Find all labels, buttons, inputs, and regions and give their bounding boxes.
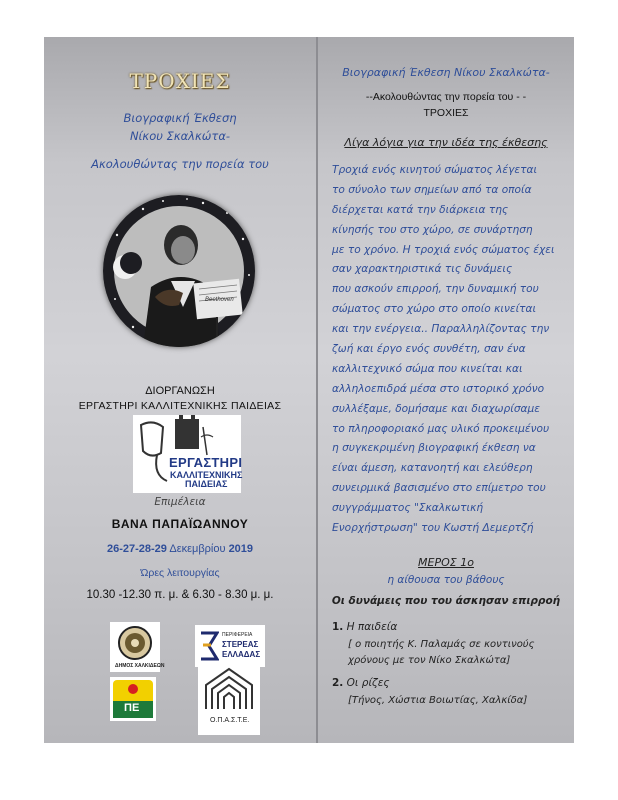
sponsor-region-text-3: ΕΛΛΑΔΑΣ bbox=[222, 650, 261, 659]
sponsor-region-text-1: ΠΕΡΙΦΕΡΕΙΑ bbox=[222, 632, 253, 638]
organizer-logo bbox=[133, 415, 241, 493]
influences-heading: Οι δυνάμεις που του άσκησαν επιρροή bbox=[331, 595, 561, 607]
description-line: Τροχιά ενός κινητού σώματος λέγεται bbox=[332, 164, 538, 176]
description-line: διέρχεται κατά την διάρκεια της bbox=[332, 203, 509, 216]
sponsor-pe-logo bbox=[110, 677, 156, 721]
dates-days: 26-27-28-29 bbox=[106, 543, 167, 555]
organizer-label: ΔΙΟΡΓΑΝΩΣΗ bbox=[145, 385, 215, 397]
description-line: που ασκούν επιρροή, την δυναμική του bbox=[332, 283, 539, 296]
logo-text-line-1: ΕΡΓΑΣΤΗΡΙ bbox=[169, 455, 243, 470]
description-line: συγγράμματος "Σκαλκωτική bbox=[332, 502, 484, 515]
sponsor-region-text-2: ΣΤΕΡΕΑΣ bbox=[222, 640, 259, 649]
description-line: κίνησής του στο χώρο, σε συνάρτηση bbox=[332, 223, 533, 236]
pe-mark-icon bbox=[110, 677, 156, 721]
part-subtitle: η αίθουσα του βάθους bbox=[387, 574, 505, 586]
description-line: αλληλοεπιδρά μέσα στο ιστορικό χρόνο bbox=[332, 382, 545, 395]
stand-caption: Beethoven bbox=[205, 297, 234, 303]
part-title: ΜΕΡΟΣ 1ο bbox=[418, 556, 474, 569]
right-header-3: ΤΡΟΧΙΕΣ bbox=[423, 107, 469, 119]
sponsor-municipality-logo bbox=[110, 622, 165, 672]
description-line: η συγκεκριμένη βιογραφική έκθεση να bbox=[332, 442, 536, 455]
opening-hours-label: Ώρες λειτουργίας bbox=[140, 567, 220, 579]
description-line: το πληροφοριακό μας υλικό προκειμένου bbox=[332, 422, 550, 435]
right-header-1: Βιογραφική Έκθεση Νίκου Σκαλκώτα- bbox=[342, 66, 550, 79]
house-lines-icon bbox=[198, 665, 260, 715]
region-mark-icon bbox=[199, 631, 219, 661]
list-item-detail: [ ο ποιητής Κ. Παλαμάς σε κοντινούς bbox=[348, 639, 535, 650]
subtitle-line-3: Ακολουθώντας την πορεία του bbox=[91, 157, 269, 171]
exhibition-description bbox=[332, 161, 562, 539]
exhibition-dates bbox=[44, 543, 316, 555]
subtitle-line-2: Νίκου Σκαλκώτα- bbox=[129, 129, 231, 143]
sponsor-opaste-logo bbox=[198, 665, 260, 735]
subtitle-line-1: Βιογραφική Έκθεση bbox=[123, 111, 237, 125]
list-item bbox=[332, 621, 397, 633]
list-item-detail: χρόνους με τον Νίκο Σκαλκώτα] bbox=[348, 655, 511, 666]
description-line: ζωή και έργο ενός συνθέτη, σαν ένα bbox=[332, 343, 526, 356]
description-line: με το χρόνο. Η τροχιά ενός σώματος έχει bbox=[332, 243, 555, 256]
curation-label: Επιμέλεια bbox=[154, 496, 206, 508]
list-item-number: 1. bbox=[332, 621, 344, 633]
description-line: σώματος στο χώρο στο οποίο κινείται bbox=[332, 303, 537, 316]
poster-title: ΤΡΟΧΙΕΣ bbox=[129, 69, 231, 93]
composer-portrait bbox=[103, 195, 255, 347]
description-line: σαν χαρακτηριστικά τις δυνάμεις bbox=[332, 263, 513, 276]
dates-month: Δεκεμβρίου bbox=[169, 543, 226, 555]
list-item bbox=[332, 677, 390, 689]
description-line: είναι άμεση, κατανοητή και ελεύθερη bbox=[332, 462, 533, 475]
idea-note-heading: Λίγα λόγια για την ιδέα της έκθεσης bbox=[344, 136, 548, 149]
right-panel bbox=[318, 37, 574, 743]
brochure-page bbox=[44, 37, 574, 743]
description-line: συνειρμικά βασισμένο στο επίμετρο του bbox=[332, 482, 546, 495]
sponsor-region-logo bbox=[195, 625, 265, 667]
organizer-name: ΕΡΓΑΣΤΗΡΙ ΚΑΛΛΙΤΕΧΝΙΚΗΣ ΠΑΙΔΕΙΑΣ bbox=[78, 400, 282, 412]
logo-text-line-3: ΠΑΙΔΕΙΑΣ bbox=[185, 479, 228, 489]
description-line: Ενορχήστρωση" του Κωστή Δεμερτζή bbox=[332, 522, 534, 535]
sponsor-municipality-text: ΔΗΜΟΣ ΧΑΛΚΙΔΕΩΝ bbox=[115, 663, 165, 669]
sponsor-opaste-text: Ο.Π.Α.Σ.Τ.Ε. bbox=[210, 717, 250, 724]
list-item-detail: [Τήνος, Χώστια Βοιωτίας, Χαλκίδα] bbox=[348, 695, 528, 706]
right-header-2: --Ακολουθώντας την πορεία του - - bbox=[365, 91, 527, 103]
opening-hours: 10.30 -12.30 π. μ. & 6.30 - 8.30 μ. μ. bbox=[86, 589, 274, 601]
description-line: καλλιτεχνικό σώμα που κινείται και bbox=[332, 362, 523, 375]
description-line: συλλέξαμε, δομήσαμε και διαχωρίσαμε bbox=[332, 402, 540, 415]
list-item-label: Η παιδεία bbox=[346, 621, 398, 633]
dates-year: 2019 bbox=[228, 543, 254, 555]
portrait-illustration bbox=[103, 195, 255, 347]
logo-text-line-2: ΚΑΛΛΙΤΕΧΝΙΚΗΣ bbox=[170, 470, 243, 480]
left-panel bbox=[44, 37, 316, 743]
description-line: και την ενέργεια.. Παραλληλίζοντας την bbox=[332, 323, 550, 336]
list-item-label: Οι ρίζες bbox=[346, 677, 390, 689]
description-line: το σύνολο των σημείων από τα οποία bbox=[332, 183, 532, 196]
list-item-number: 2. bbox=[332, 677, 344, 689]
sponsor-pe-text: ΠΕ bbox=[124, 702, 140, 714]
curator-name: ΒΑΝΑ ΠΑΠΑΪΩΑΝΝΟΥ bbox=[111, 517, 249, 531]
